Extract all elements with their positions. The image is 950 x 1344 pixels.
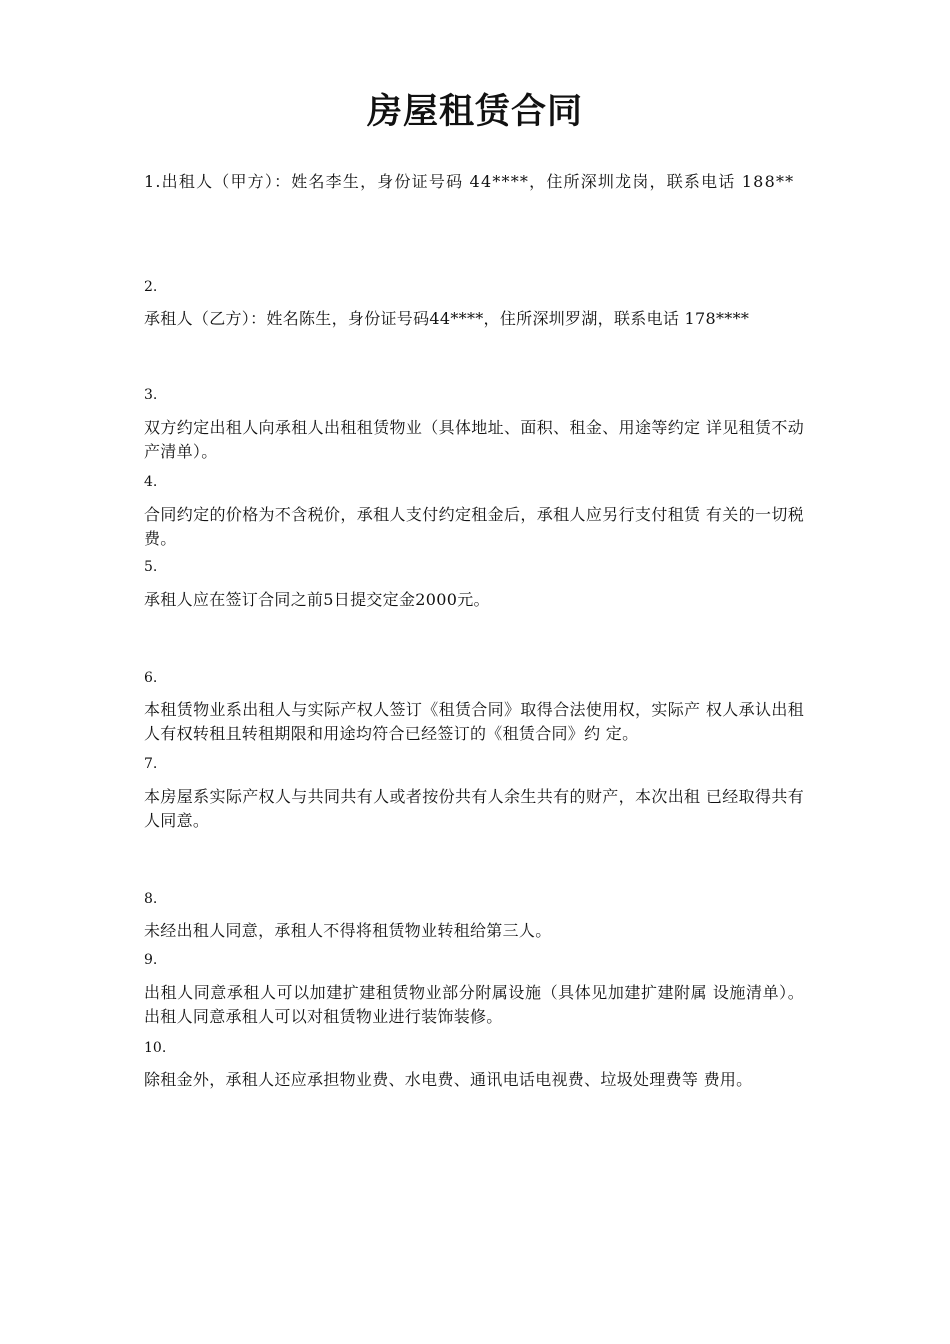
clause-number: 4. (144, 474, 158, 490)
document-title: 房屋租赁合同 (366, 92, 583, 132)
clause-text: 出租人（甲方）：姓名李生，身份证号码 44****，住所深圳龙岗，联系电话 188** (161, 172, 795, 191)
clause-number: 10. (144, 1040, 167, 1056)
clause-text: 除租金外，承租人还应承担物业费、水电费、通讯电话电视费、垃圾处理费等 费用。 (144, 1070, 753, 1089)
clause-text: 本租赁物业系出租人与实际产权人签订《租赁合同》取得合法使用权，实际产 权人承认出租人有权转租且转租期限和用途均符合已经签订的《租赁合同》约 定。 (144, 700, 804, 743)
clause-1 (144, 170, 804, 194)
clause-number: 6. (144, 670, 158, 686)
clause-number: 1. (144, 172, 162, 191)
clause-number: 5. (144, 559, 158, 575)
clause-text: 双方约定出租人向承租人出租租赁物业（具体地址、面积、租金、用途等约定 详见租赁不动产清单）。 (144, 418, 804, 461)
clause-number: 8. (144, 891, 158, 907)
clause-text: 未经出租人同意，承租人不得将租赁物业转租给第三人。 (144, 921, 552, 940)
clause-text: 承租人应在签订合同之前5日提交定金2000元。 (144, 590, 490, 609)
clause-text: 本房屋系实际产权人与共同共有人或者按份共有人余生共有的财产，本次出租 已经取得共有人同意。 (144, 787, 804, 830)
clause-number: 9. (144, 952, 158, 968)
clause-text: 承租人（乙方）：姓名陈生，身份证号码44****，住所深圳罗湖，联系电话 178**** (144, 309, 750, 328)
clause-text: 出租人同意承租人可以加建扩建租赁物业部分附属设施（具体见加建扩建附属 设施清单）。出租人同意承租人可以对租赁物业进行装饰装修。 (144, 983, 804, 1026)
clause-text: 合同约定的价格为不含税价，承租人支付约定租金后，承租人应另行支付租赁 有关的一切税费。 (144, 505, 804, 548)
clause-number: 7. (144, 756, 158, 772)
clause-number: 2. (144, 279, 158, 295)
clause-number: 3. (144, 387, 158, 403)
